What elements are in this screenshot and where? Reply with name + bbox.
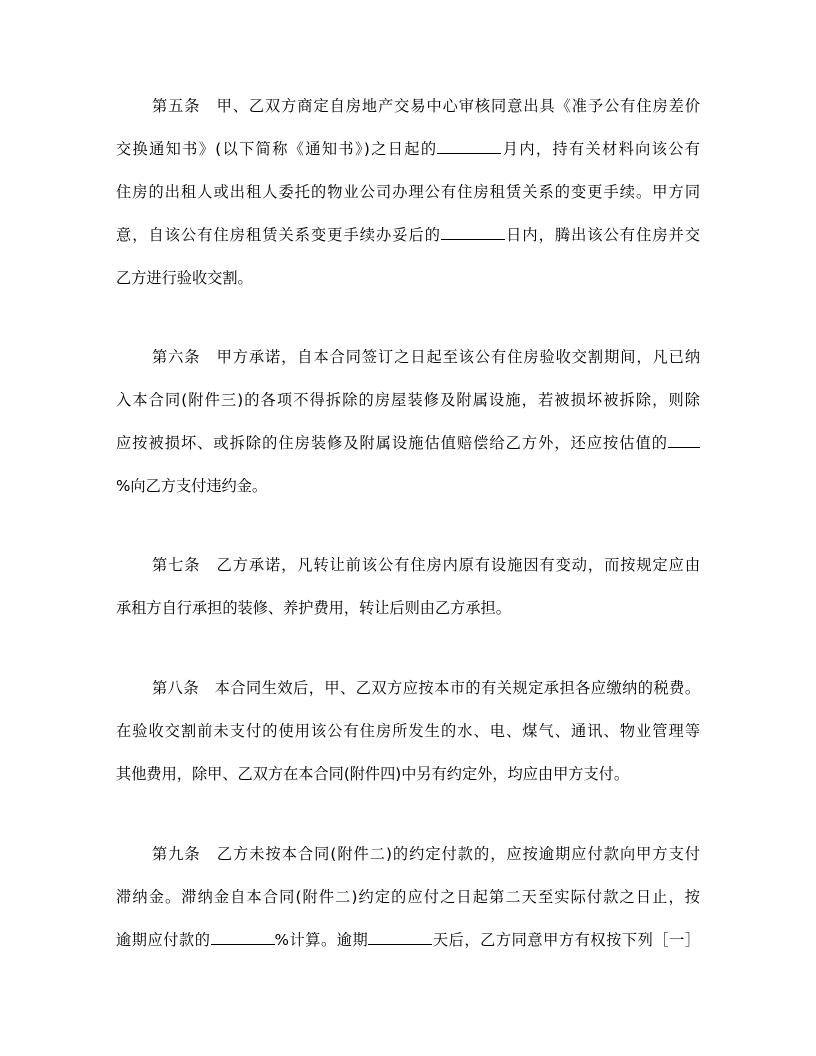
fill-blank xyxy=(368,930,432,945)
article-8-line-3: 其他费用，除甲、乙双方在本合同(附件四)中另有约定外，均应由甲方支付。 xyxy=(116,765,630,783)
article-5-line-5: 乙方进行验收交割。 xyxy=(116,269,253,287)
article-6-line-2: 入本合同(附件三)的各项不得拆除的房屋装修及附属设施，若被损坏被拆除，则除 xyxy=(116,391,700,409)
article-8-line-1: 第八条 本合同生效后，甲、乙双方应按本市的有关规定承担各应缴纳的税费。 xyxy=(152,679,700,697)
article-5-line-3: 住房的出租人或出租人委托的物业公司办理公有住房租赁关系的变更手续。甲方同 xyxy=(116,183,700,201)
article-6-line-3 xyxy=(116,433,700,453)
text-segment: %计算。逾期 xyxy=(274,931,369,949)
article-5-line-2 xyxy=(116,139,700,159)
text-segment: 日内，腾出该公有住房并交 xyxy=(505,226,700,244)
article-8-line-2: 在验收交割前未支付的使用该公有住房所发生的水、电、煤气、通讯、物业管理等 xyxy=(116,722,700,740)
text-segment: 天后，乙方同意甲方有权按下列［一］ xyxy=(432,931,700,949)
text-segment: 月内，持有关材料向该公有 xyxy=(501,140,700,158)
article-7-line-1: 第七条 乙方承诺，凡转让前该公有住房内原有设施因有变动，而按规定应由 xyxy=(152,556,700,574)
text-segment: 意，自该公有住房租赁关系变更手续办妥后的 xyxy=(116,226,441,244)
article-5-line-4 xyxy=(116,225,700,245)
text-segment: 应按被损坏、或拆除的住房装修及附属设施估值赔偿给乙方外，还应按估值的 xyxy=(116,434,668,452)
fill-blank xyxy=(668,433,700,448)
text-segment: 逾期应付款的 xyxy=(116,931,211,949)
article-9-line-2: 滞纳金。滞纳金自本合同(附件二)约定的应付之日起第二天至实际付款之日止，按 xyxy=(116,888,700,906)
article-9-line-3 xyxy=(116,930,700,950)
article-6-line-4: %向乙方支付违约金。 xyxy=(116,477,268,495)
article-7-line-2: 承租方自行承担的装修、养护费用，转让后则由乙方承担。 xyxy=(116,599,511,617)
text-segment: 交换通知书》(以下简称《通知书》)之日起的 xyxy=(116,140,438,158)
fill-blank xyxy=(441,225,505,240)
article-9-line-1: 第九条 乙方未按本合同(附件二)的约定付款的，应按逾期应付款向甲方支付 xyxy=(152,845,700,863)
article-5-line-1: 第五条 甲、乙双方商定自房地产交易中心审核同意出具《准予公有住房差价 xyxy=(152,97,700,115)
article-6-line-1: 第六条 甲方承诺，自本合同签订之日起至该公有住房验收交割期间，凡已纳 xyxy=(152,348,700,366)
fill-blank xyxy=(211,930,275,945)
fill-blank xyxy=(437,139,501,154)
